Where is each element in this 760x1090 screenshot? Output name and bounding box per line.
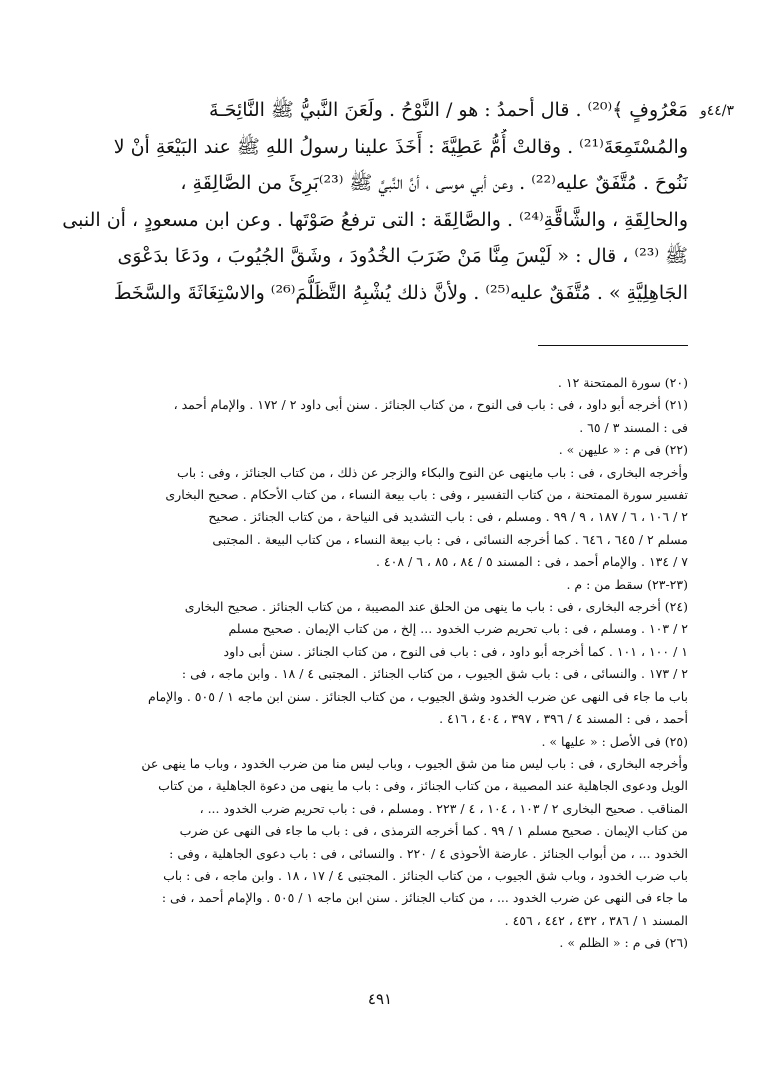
footnote-line: (٢٠) سورة الممتحنة ١٢ . bbox=[557, 375, 688, 390]
footnote-line: تفسير سورة الممتحنة ، من كتاب التفسير ، وفى : باب بيعة النساء ، من كتاب الأحكام . صحيح البخارى bbox=[165, 487, 688, 503]
main-text-line: نَنُوحَ . مُتَّفَقٌ عليه⁽²²⁾ . وعن أبي موسى ، أنَّ النَّبيَّ ﷺ ⁽²³⁾بَرِئَ من الصَّالِقَةِ ، bbox=[180, 172, 688, 194]
footnote-line: ٧ / ١٣٤ . والإمام أحمد ، فى : المسند ٥ / ٨٤ ، ٨٥ ، ٦ / ٤٠٨ . bbox=[375, 554, 688, 570]
footnote-line: مسلم ٢ / ٦٤٥ ، ٦٤٦ . كما أخرجه النسائى ، فى : باب بيعة النساء ، من كتاب البيعة . المجتبى bbox=[212, 531, 688, 547]
footnote-line: باب ضرب الخدود ، وباب شق الجيوب ، من كتاب الجنائز . المجتبى ٤ / ١٧ ، ١٨ . وابن ماجه ، فى : باب bbox=[163, 867, 688, 883]
footnote-line: ٢ / ١٧٣ . والنسائى ، فى : باب شق الجيوب ، من كتاب الجنائز . المجتبى ٤ / ١٨ . وابن ماجه ، فى : bbox=[181, 666, 688, 682]
footnote-line: وأخرجه البخارى ، فى : باب ماينهى عن النوح والبكاء والزجر عن ذلك ، من كتاب الجنائز ، وفى : باب bbox=[177, 464, 688, 480]
footnote-line: (٢٢) فى م : « عليهن » . bbox=[558, 442, 688, 458]
footnote-line: من كتاب الإيمان . صحيح مسلم ١ / ٩٩ . كما أخرجه الترمذى ، فى : باب ما جاء فى النهى عن ضرب bbox=[179, 823, 688, 839]
footnote-separator bbox=[538, 345, 688, 346]
footnote-line: ١ / ١٠٠ ، ١٠١ . كما أخرجه أبو داود ، فى : باب فى النوح ، من كتاب الجنائز . سنن أبى داود bbox=[223, 643, 688, 659]
footnotes-block bbox=[52, 372, 688, 955]
footnote-line: ٢ / ١٠٦ ، ٦ / ١٨٧ ، ٩ / ٩٩ . ومسلم ، فى : باب التشديد فى النياحة ، من كتاب الجنائز . صحيح bbox=[208, 509, 688, 525]
footnote-line: الخدود ... ، من أبواب الجنائز . عارضة الأحوذى ٤ / ٢٢٠ . والنسائى ، فى : باب دعوى الجاهلية ، وفى : bbox=[169, 845, 688, 861]
main-text-line: مَعْرُوفٍ ﴾⁽²⁰⁾ . قال أحمدُ : هو / النَّوْحُ . ولَعَنَ النَّبيُّ ﷺ النَّائِحَـةَ bbox=[209, 99, 688, 121]
footnote-line: (٢١) أخرجه أبو داود ، فى : باب فى النوح ، من كتاب الجنائز . سنن أبى داود ٢ / ١٧٢ . والإمام أحمد ، bbox=[173, 397, 688, 413]
main-text-line: والمُسْتَمِعَةَ⁽²¹⁾ . وقالتْ أُمُّ عَطِيَّةَ : أَخَذَ علينا رسولُ اللهِ ﷺ عند البَيْعَةِ أنْ لا bbox=[113, 135, 688, 158]
main-text-line: الجَاهِلِيَّةِ » . مُتَّفَقٌ عليه⁽²⁵⁾ . ولأنَّ ذلك يُشْبِهُ التَّظَلُّمَ⁽²⁶⁾ والاسْتِغَاثَةَ والسَّخَطَ bbox=[113, 281, 688, 304]
footnote-line: (٢٣-٢٣) سقط من : م . bbox=[566, 576, 688, 592]
page-number: ٤٩١ bbox=[367, 990, 393, 1008]
footnote-line: ما جاء فى النهى عن ضرب الخدود ... ، من كتاب الجنائز . سنن ابن ماجه ١ / ٥٠٥ . والإمام أحمد ، فى : bbox=[161, 890, 688, 906]
footnote-line: المسند ١ / ٣٨٦ ، ٤٣٢ ، ٤٤٢ ، ٤٥٦ . bbox=[504, 912, 688, 928]
footnote-line: (٢٤) أخرجه البخارى ، فى : باب ما ينهى من الحلق عند المصيبة ، من كتاب الجنائز . صحيح البخارى bbox=[184, 599, 688, 615]
main-text-line: والحالِقَةِ ، والشَّاقَّةِ⁽²⁴⁾ . والصَّالِقَة : التى ترفعُ صَوْتَها . وعن ابن مسعودٍ ، أن النبى bbox=[62, 208, 688, 231]
footnote-line: باب ما جاء فى النهى عن ضرب الخدود وشق الجيوب ، من كتاب الجنائز . سنن ابن ماجه ١ / ٥٠٥ . والإمام bbox=[147, 688, 688, 704]
footnote-line: فى : المسند ٣ / ٦٥ . bbox=[579, 419, 688, 435]
footnote-line: المناقب . صحيح البخارى ٢ / ١٠٣ ، ١٠٤ ، ٤ / ٢٢٣ . ومسلم ، فى : باب تحريم ضرب الخدود ... ، bbox=[199, 800, 688, 816]
main-text-line: ﷺ ⁽²³⁾ ، قال : « لَيْسَ مِنَّا مَنْ ضَرَبَ الخُدُودَ ، وشَقَّ الجُيُوبَ ، ودَعَا بدَعْوَى bbox=[117, 245, 688, 267]
footnote-line: (٢٥) فى الأصل : « عليها » . bbox=[541, 733, 688, 749]
footnote-line: ٢ / ١٠٣ . ومسلم ، فى : باب تحريم ضرب الخدود ... إلخ ، من كتاب الإيمان . صحيح مسلم bbox=[228, 621, 688, 637]
footnote-line: الويل ودعوى الجاهلية عند المصيبة ، من كتاب الجنائز ، وفى : باب ما ينهى من دعوة الجاهلية ، من كتاب bbox=[158, 778, 688, 794]
main-text-block bbox=[52, 92, 688, 311]
manuscript-folio-reference: ٤٤/٣و bbox=[699, 103, 734, 119]
footnote-line: وأخرجه البخارى ، فى : باب ليس منا من شق الجيوب ، وباب ليس منا من ضرب الخدود ، وباب ما ينهى عن bbox=[141, 755, 688, 771]
footnote-line: أحمد ، فى : المسند ٤ / ٣٩٦ ، ٣٩٧ ، ٤٠٤ ، ٤١٦ . bbox=[439, 711, 688, 727]
footnote-line: (٢٦) فى م : « الظلم » . bbox=[559, 935, 688, 951]
